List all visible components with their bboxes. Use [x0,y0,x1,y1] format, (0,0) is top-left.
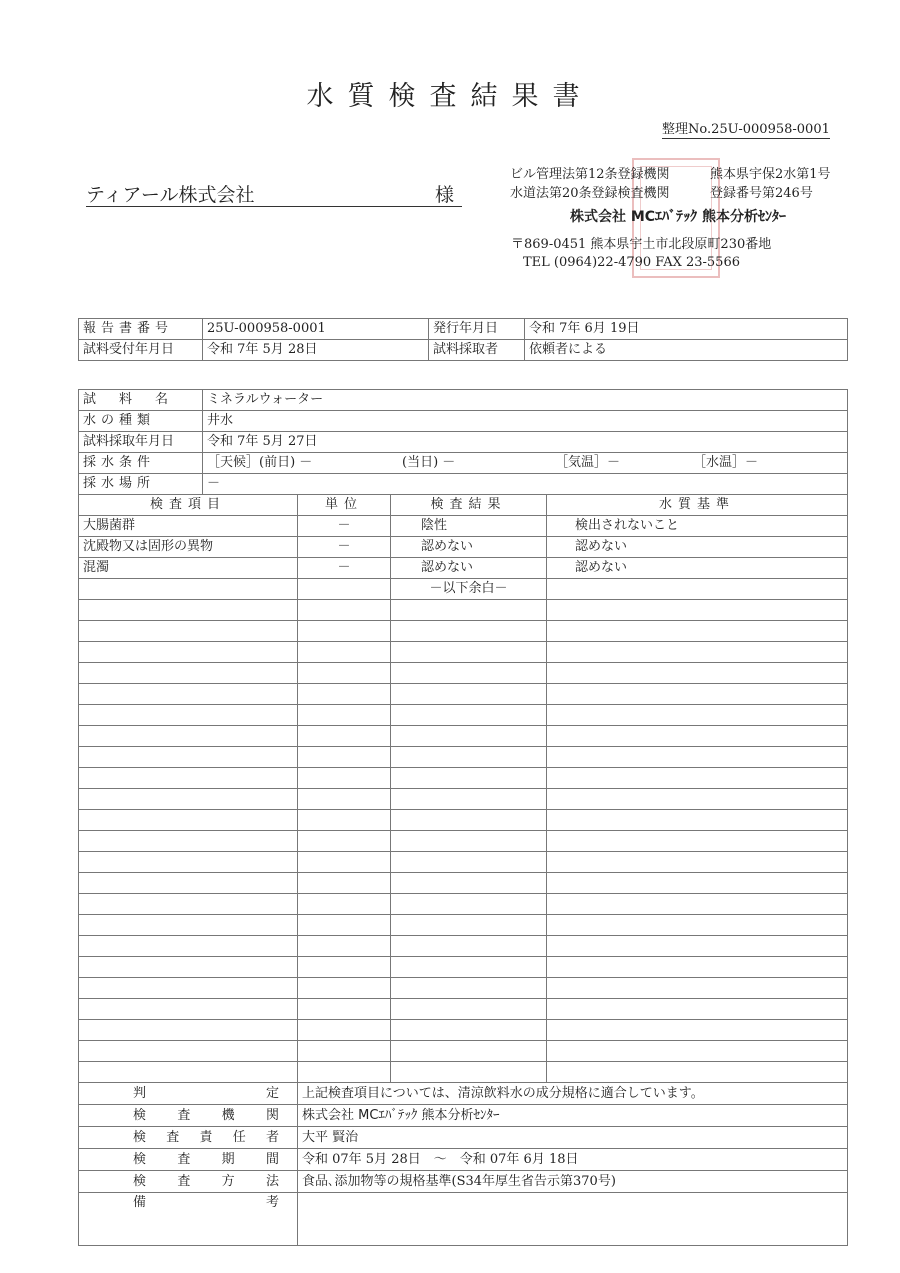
blank-cell [298,1041,391,1062]
sampling-place-label: 採水場所 [79,474,203,495]
end-of-list-marker: －以下余白－ [391,579,547,600]
blank-cell [391,873,547,894]
blank-cell [298,789,391,810]
blank-cell [298,957,391,978]
blank-cell [298,831,391,852]
item-unit: － [298,516,391,537]
blank-cell [298,642,391,663]
water-type: 井水 [203,411,848,432]
blank-cell [391,726,547,747]
blank-cell [391,768,547,789]
item-name: 混濁 [79,558,298,579]
condition-today: (当日) － [402,455,456,470]
remarks-label: 備考 [79,1193,298,1246]
blank-cell [79,852,298,873]
blank-cell [391,1020,547,1041]
item-name: 沈殿物又は固形の異物 [79,537,298,558]
blank-row [79,873,848,894]
blank-row [79,936,848,957]
blank-row [79,978,848,999]
blank-row [79,1020,848,1041]
blank-cell [79,600,298,621]
results-table [78,389,848,1246]
item-name: 大腸菌群 [79,516,298,537]
registration-value-2: 登録番号第246号 [710,186,813,201]
honorific: 様 [434,184,454,206]
blank-cell [298,684,391,705]
blank-row [79,852,848,873]
blank-cell [391,684,547,705]
blank-cell [298,621,391,642]
blank-row [79,999,848,1020]
blank-cell [79,1020,298,1041]
received-date: 令和 7年 5月 28日 [203,340,429,361]
blank-cell [547,831,848,852]
blank-cell [298,810,391,831]
table-row [79,537,848,558]
blank-row [79,621,848,642]
tel-fax-line: TEL (0964)22-4790 FAX 23-5566 [523,255,740,270]
item-unit [298,579,391,600]
blank-cell [391,999,547,1020]
blank-cell [298,873,391,894]
report-number: 25U-000958-0001 [203,319,429,340]
blank-row [79,957,848,978]
blank-cell [547,999,848,1020]
blank-cell [79,663,298,684]
blank-row [79,810,848,831]
item-standard: 認めない [547,537,848,558]
blank-cell [547,705,848,726]
sampling-date-label: 試料採取年月日 [79,432,203,453]
blank-row [79,747,848,768]
period-label: 検査期間 [79,1149,298,1171]
blank-cell [79,978,298,999]
agency: 株式会社 MCｴﾊﾞﾃｯｸ 熊本分析ｾﾝﾀｰ [298,1105,848,1127]
blank-cell [547,915,848,936]
blank-cell [547,1020,848,1041]
blank-cell [298,705,391,726]
blank-cell [547,789,848,810]
blank-cell [79,747,298,768]
blank-cell [391,852,547,873]
received-date-label: 試料受付年月日 [79,340,203,361]
blank-cell [79,705,298,726]
blank-cell [391,915,547,936]
blank-cell [298,915,391,936]
item-result: 陰性 [391,516,547,537]
blank-cell [391,936,547,957]
blank-row [79,1062,848,1083]
agency-label: 検査機関 [79,1105,298,1127]
item-standard [547,579,848,600]
blank-cell [547,936,848,957]
blank-cell [391,705,547,726]
blank-row [79,1041,848,1062]
blank-cell [79,936,298,957]
blank-cell [547,768,848,789]
blank-row [79,915,848,936]
blank-cell [298,747,391,768]
blank-cell [391,957,547,978]
blank-cell [547,621,848,642]
blank-cell [547,642,848,663]
header-result: 検査結果 [391,495,547,516]
blank-cell [547,1062,848,1083]
blank-cell [547,957,848,978]
reference-number: 整理No.25U-000958-0001 [662,118,830,139]
blank-cell [298,726,391,747]
blank-cell [79,999,298,1020]
blank-rows [79,600,848,1083]
method-label: 検査方法 [79,1171,298,1193]
blank-cell [391,894,547,915]
blank-row [79,768,848,789]
item-standard: 認めない [547,558,848,579]
blank-cell [298,663,391,684]
blank-cell [79,768,298,789]
address-line: 〒869-0451 熊本県宇土市北段原町230番地 [511,237,772,252]
sampling-condition-label: 採水条件 [79,453,203,474]
blank-row [79,705,848,726]
blank-cell [79,789,298,810]
blank-cell [391,789,547,810]
table-row [79,579,848,600]
water-type-label: 水の種類 [79,411,203,432]
item-unit: － [298,537,391,558]
blank-cell [79,726,298,747]
lab-address [511,236,771,272]
blank-cell [79,642,298,663]
condition-air-temp: ［気温］－ [555,455,621,470]
blank-cell [298,1020,391,1041]
issue-date-label: 発行年月日 [429,319,525,340]
judgment: 上記検査項目については、清涼飲料水の成分規格に適合しています。 [298,1083,848,1105]
item-result: 認めない [391,558,547,579]
blank-cell [298,1062,391,1083]
blank-cell [391,621,547,642]
report-info-table [78,318,848,361]
registration-label-2: 水道法第20条登録検査機関 [510,186,670,201]
header-standard: 水質基準 [547,495,848,516]
blank-cell [547,663,848,684]
blank-cell [79,621,298,642]
sampler-label: 試料採取者 [429,340,525,361]
table-row [79,558,848,579]
blank-row [79,684,848,705]
sampling-date: 令和 7年 5月 27日 [203,432,848,453]
blank-cell [547,894,848,915]
blank-cell [391,1041,547,1062]
blank-cell [547,747,848,768]
blank-cell [547,810,848,831]
blank-row [79,600,848,621]
blank-cell [547,600,848,621]
blank-cell [79,894,298,915]
item-result: 認めない [391,537,547,558]
blank-cell [298,768,391,789]
period: 令和 07年 5月 28日 ～ 令和 07年 6月 18日 [298,1149,848,1171]
blank-row [79,642,848,663]
blank-row [79,726,848,747]
lab-name: 株式会社 MCｴﾊﾞﾃｯｸ 熊本分析ｾﾝﾀｰ [570,209,786,225]
blank-cell [391,810,547,831]
judgment-label: 判定 [79,1083,298,1105]
blank-cell [391,831,547,852]
table-row [79,516,848,537]
blank-cell [79,1041,298,1062]
lab-registration [510,165,831,203]
sampler: 依頼者による [525,340,848,361]
condition-water-temp: ［水温］－ [693,455,759,470]
remarks [298,1193,848,1246]
sampling-condition [203,453,848,474]
blank-cell [79,810,298,831]
blank-cell [391,747,547,768]
document-title: 水質検査結果書 [306,81,594,112]
blank-cell [79,915,298,936]
blank-cell [391,600,547,621]
inspector-label: 検査責任者 [79,1127,298,1149]
header-item: 検査項目 [79,495,298,516]
blank-cell [391,642,547,663]
inspector: 大平 賢治 [298,1127,848,1149]
blank-cell [298,999,391,1020]
sampling-place: － [203,474,848,495]
method: 食品､添加物等の規格基準(S34年厚生省告示第370号) [298,1171,848,1193]
blank-cell [79,1062,298,1083]
client-name-line [86,180,462,207]
blank-cell [391,663,547,684]
sample-name-label: 試 料 名 [79,390,203,411]
client-name: ティアール株式会社 [86,184,255,206]
issue-date: 令和 7年 6月 19日 [525,319,848,340]
blank-row [79,663,848,684]
registration-label-1: ビル管理法第12条登録機関 [510,167,670,182]
item-unit: － [298,558,391,579]
blank-cell [79,873,298,894]
blank-cell [298,936,391,957]
footer-section [79,1083,848,1246]
blank-cell [547,978,848,999]
blank-row [79,894,848,915]
blank-cell [298,852,391,873]
sample-name: ミネラルウォーター [203,390,848,411]
blank-cell [547,726,848,747]
blank-cell [547,1041,848,1062]
blank-row [79,831,848,852]
registration-value-1: 熊本県宇保2水第1号 [710,167,831,182]
item-standard: 検出されないこと [547,516,848,537]
blank-cell [547,684,848,705]
blank-cell [298,600,391,621]
item-name [79,579,298,600]
blank-cell [547,873,848,894]
report-number-label: 報告書番号 [79,319,203,340]
condition-weather: ［天候］(前日) － [207,455,313,470]
blank-cell [391,978,547,999]
blank-cell [547,852,848,873]
blank-row [79,789,848,810]
blank-cell [79,957,298,978]
header-unit: 単位 [298,495,391,516]
blank-cell [298,894,391,915]
blank-cell [79,684,298,705]
blank-cell [298,978,391,999]
blank-cell [391,1062,547,1083]
blank-cell [79,831,298,852]
